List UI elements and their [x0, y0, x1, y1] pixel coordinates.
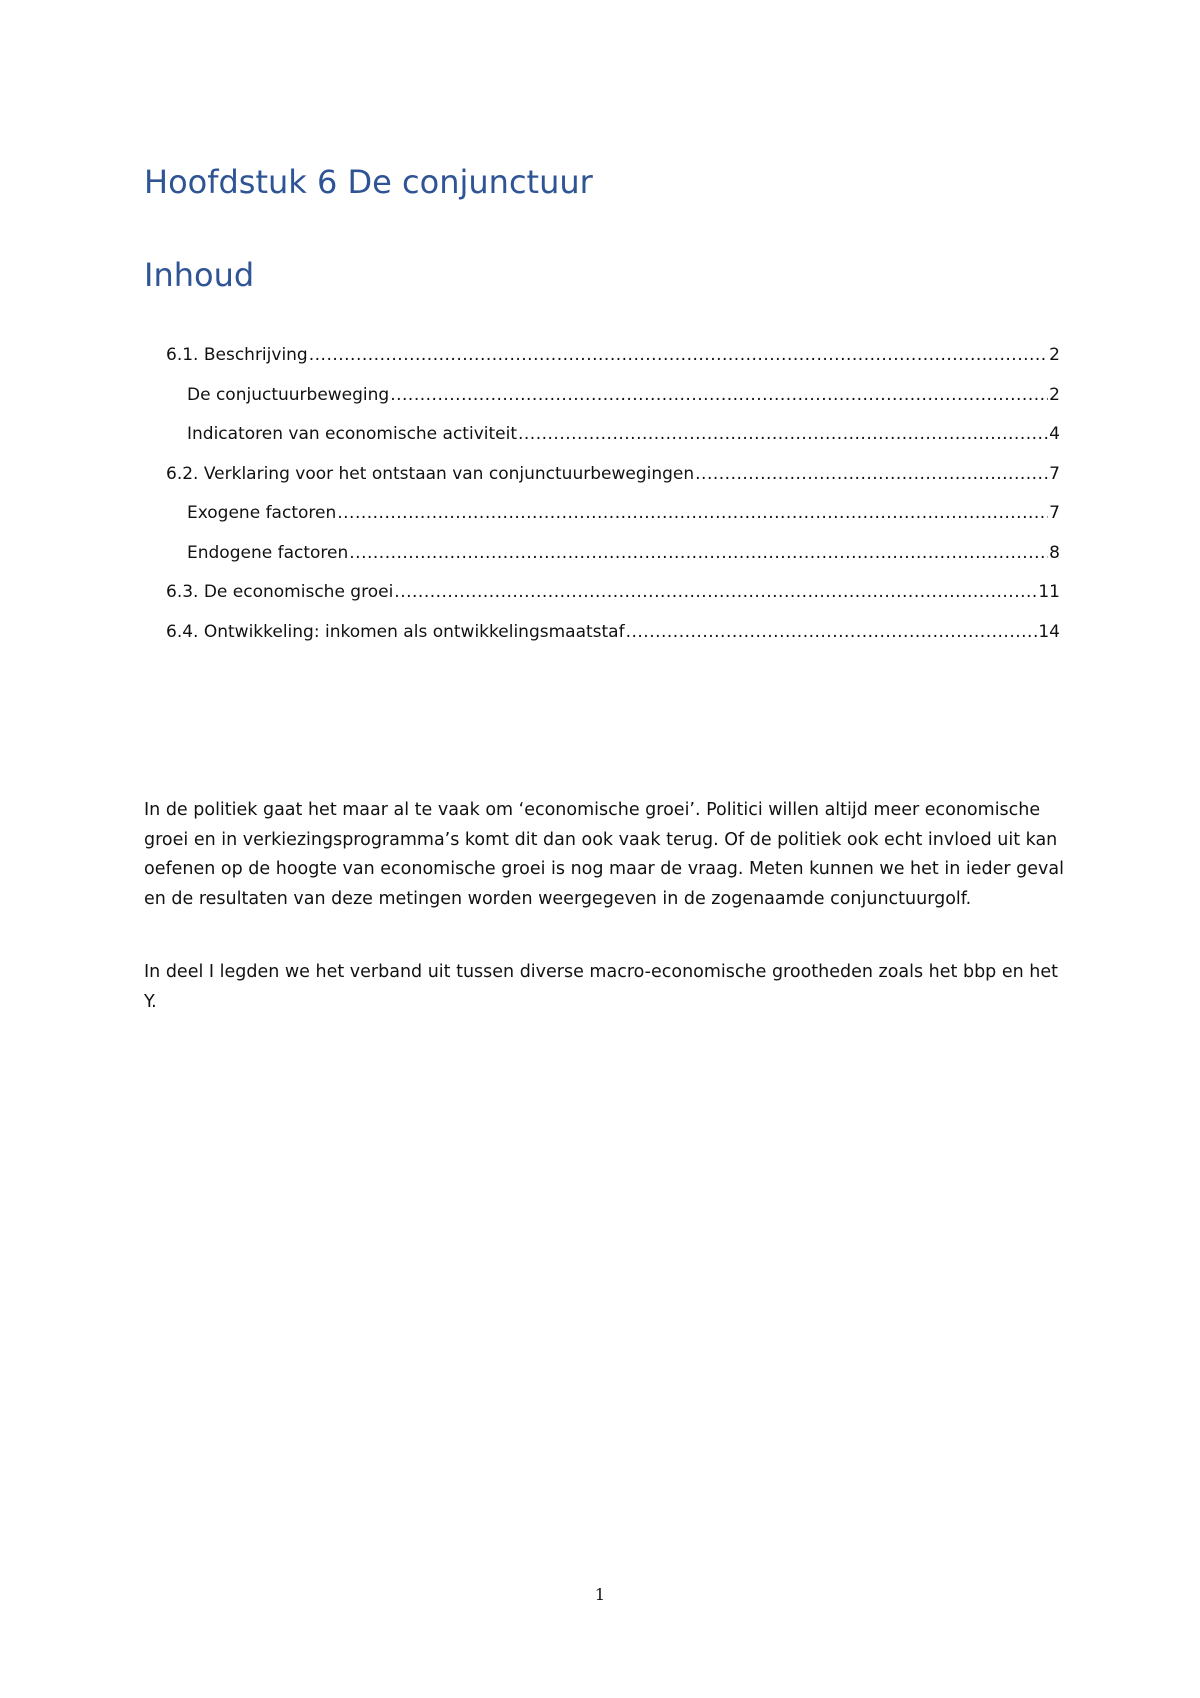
- toc-entry-page: 7: [1049, 463, 1060, 484]
- toc-entry-page: 2: [1049, 384, 1060, 405]
- toc-dot-leader: [626, 621, 1038, 643]
- toc-entry[interactable]: [166, 542, 1060, 582]
- table-of-contents: [166, 344, 1060, 660]
- toc-entry-label: 6.3. De economische groei: [166, 582, 394, 602]
- chapter-title: Hoofdstuk 6 De conjunctuur: [144, 163, 593, 201]
- toc-entry-page: 11: [1038, 582, 1060, 602]
- toc-entry-label: De conjuctuurbeweging: [187, 384, 390, 405]
- toc-entry[interactable]: [166, 502, 1060, 542]
- toc-entry-label: 6.1. Beschrijving: [166, 345, 308, 365]
- toc-dot-leader: [349, 542, 1048, 564]
- page-number: 1: [594, 1585, 606, 1604]
- toc-entry[interactable]: [166, 344, 1060, 384]
- toc-entry-label: Endogene factoren: [187, 542, 349, 563]
- body-paragraph: In deel I legden we het verband uit tussen diverse macro-economische grootheden zoals het bbp en het Y.: [144, 962, 1058, 1012]
- toc-entry-page: 7: [1049, 503, 1060, 523]
- toc-dot-leader: [518, 423, 1048, 445]
- toc-dot-leader: [337, 502, 1048, 524]
- toc-dot-leader: [390, 384, 1048, 406]
- toc-dot-leader: [309, 344, 1048, 366]
- toc-entry[interactable]: [166, 581, 1060, 621]
- toc-entry-label: Exogene factoren: [187, 503, 337, 523]
- toc-entry-label: Indicatoren van economische activiteit: [187, 424, 517, 444]
- toc-entry[interactable]: [166, 384, 1060, 424]
- toc-title: Inhoud: [144, 256, 255, 294]
- body-paragraph: In de politiek gaat het maar al te vaak om ‘economische groei’. Politici willen altijd meer economische groei en in verkiezingsprogramma’s komt dit dan ook vaak terug. Of de politiek ook echt invloed uit kan oefenen op de hoogte van economische groei is nog maar de vraag. Meten kunnen we het in ieder geval en de resultaten van deze metingen worden weergegeven in de zogenaamde conjunctuurgolf.: [144, 800, 1064, 909]
- toc-dot-leader: [695, 463, 1048, 485]
- toc-entry[interactable]: [166, 463, 1060, 503]
- toc-entry-page: 2: [1049, 345, 1060, 365]
- toc-entry[interactable]: [166, 621, 1060, 661]
- toc-entry-page: 14: [1038, 621, 1060, 642]
- toc-dot-leader: [394, 581, 1037, 603]
- toc-entry[interactable]: [166, 423, 1060, 463]
- toc-entry-page: 4: [1049, 424, 1060, 444]
- toc-entry-page: 8: [1049, 542, 1060, 563]
- toc-entry-label: 6.4. Ontwikkeling: inkomen als ontwikkelingsmaatstaf: [166, 621, 625, 642]
- toc-entry-label: 6.2. Verklaring voor het ontstaan van conjunctuurbewegingen: [166, 463, 695, 484]
